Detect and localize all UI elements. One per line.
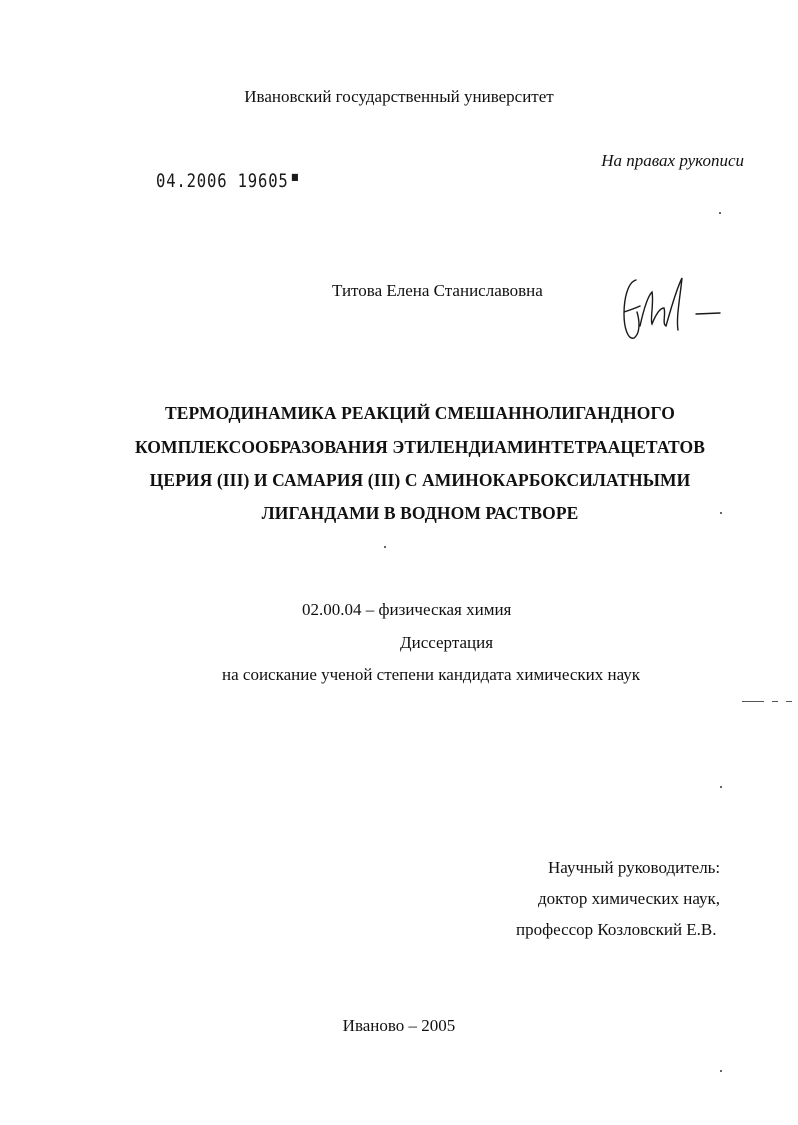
registry-number: 04.2006 19605 bbox=[156, 170, 289, 192]
registry-stamp bbox=[156, 170, 299, 192]
scan-speck bbox=[384, 546, 386, 548]
signature bbox=[610, 268, 730, 352]
scan-speck bbox=[720, 1070, 722, 1072]
supervisor-name: профессор Козловский Е.В. bbox=[516, 920, 717, 939]
title-line: ЦЕРИЯ (III) И САМАРИЯ (III) С АМИНОКАРБОКСИЛАТНЫМИ bbox=[149, 470, 691, 490]
work-type: Диссертация bbox=[400, 633, 494, 652]
scan-speck bbox=[720, 512, 722, 514]
supervisor-degree: доктор химических наук, bbox=[538, 889, 721, 908]
title-line: КОМПЛЕКСООБРАЗОВАНИЯ ЭТИЛЕНДИАМИНТЕТРААЦЕТАТОВ bbox=[134, 437, 706, 457]
title-line: ЛИГАНДАМИ В ВОДНОМ РАСТВОРЕ bbox=[261, 503, 579, 523]
scan-speck bbox=[719, 212, 721, 214]
rights-note: На правах рукописи bbox=[601, 151, 744, 170]
title-line: ТЕРМОДИНАМИКА РЕАКЦИЙ СМЕШАННОЛИГАНДНОГО bbox=[165, 403, 675, 423]
scan-mark bbox=[772, 701, 778, 702]
supervisor-label: Научный руководитель: bbox=[548, 858, 721, 877]
stamp-mark-icon: ▀ bbox=[291, 174, 299, 188]
degree-sought: на соискание ученой степени кандидата химических наук bbox=[222, 665, 641, 684]
place-year: Иваново – 2005 bbox=[342, 1016, 456, 1035]
scan-mark bbox=[742, 701, 764, 702]
university-name: Ивановский государственный университет bbox=[244, 87, 554, 106]
author-name: Титова Елена Станиславовна bbox=[332, 281, 543, 300]
scan-mark bbox=[786, 701, 792, 702]
scan-speck bbox=[720, 786, 722, 788]
specialty: 02.00.04 – физическая химия bbox=[302, 600, 512, 619]
